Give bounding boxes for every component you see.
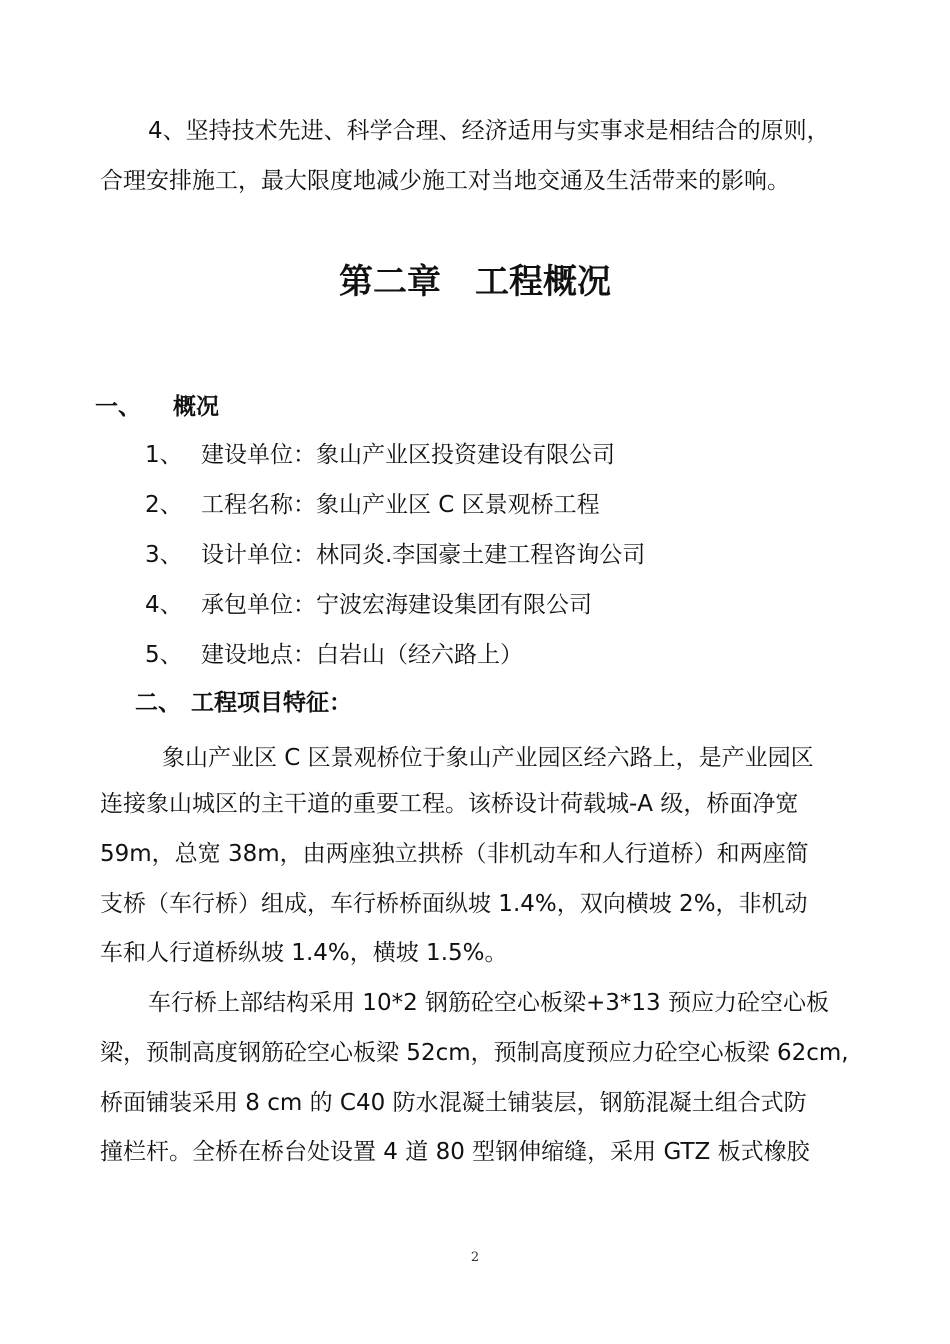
chapter-title — [0, 262, 950, 302]
list-item-number: 4、 — [145, 592, 183, 618]
paragraph-2-line: 梁，预制高度钢筋砼空心板梁 52cm，预制高度预应力砼空心板梁 62cm, — [100, 1040, 849, 1066]
list-item-text: 工程名称：象山产业区 C 区景观桥工程 — [201, 492, 600, 518]
paragraph-1-line: 车和人行道桥纵坡 1.4%，横坡 1.5%。 — [100, 940, 508, 966]
paragraph-2-line: 撞栏杆。全桥在桥台处设置 4 道 80 型钢伸缩缝，采用 GTZ 板式橡胶 — [100, 1139, 810, 1165]
paragraph-1-line: 连接象山城区的主干道的重要工程。该桥设计荷载城-A 级，桥面净宽 — [100, 791, 799, 817]
list-item-text: 建设地点：白岩山（经六路上） — [201, 642, 523, 668]
section-2-heading — [135, 688, 352, 718]
intro-line-2: 合理安排施工，最大限度地减少施工对当地交通及生活带来的影响。 — [100, 168, 790, 194]
list-item-number: 3、 — [145, 542, 183, 568]
section-2-title: 工程项目特征： — [191, 690, 352, 716]
section-1-title: 概况 — [173, 394, 219, 420]
section-1-number: 一、 — [95, 394, 141, 420]
list-item-text: 承包单位：宁波宏海建设集团有限公司 — [201, 592, 592, 618]
chapter-name: 工程概况 — [475, 262, 611, 302]
list-item — [145, 640, 523, 670]
chapter-number: 第二章 — [339, 262, 441, 302]
paragraph-2-line: 车行桥上部结构采用 10*2 钢筋砼空心板梁+3*13 预应力砼空心板 — [148, 990, 830, 1016]
list-item — [145, 540, 645, 570]
paragraph-1-line: 象山产业区 C 区景观桥位于象山产业园区经六路上，是产业园区 — [162, 745, 814, 771]
list-item-text: 设计单位：林同炎.李国豪土建工程咨询公司 — [201, 542, 646, 568]
intro-line-1: 4、坚持技术先进、科学合理、经济适用与实事求是相结合的原则， — [148, 118, 830, 144]
paragraph-1-line: 支桥（车行桥）组成，车行桥桥面纵坡 1.4%，双向横坡 2%，非机动 — [100, 891, 808, 917]
list-item — [145, 440, 615, 470]
list-item-text: 建设单位：象山产业区投资建设有限公司 — [201, 442, 615, 468]
paragraph-1-line: 59m，总宽 38m，由两座独立拱桥（非机动车和人行道桥）和两座简 — [100, 841, 809, 867]
list-item-number: 2、 — [145, 492, 183, 518]
page-number: 2 — [470, 1250, 480, 1265]
list-item — [145, 490, 600, 520]
paragraph-2-line: 桥面铺装采用 8 cm 的 C40 防水混凝土铺装层，钢筋混凝土组合式防 — [100, 1090, 807, 1116]
list-item-number: 5、 — [145, 642, 183, 668]
list-item-number: 1、 — [145, 442, 183, 468]
section-2-number: 二、 — [135, 690, 181, 716]
section-1-heading — [95, 392, 219, 422]
list-item — [145, 590, 592, 620]
